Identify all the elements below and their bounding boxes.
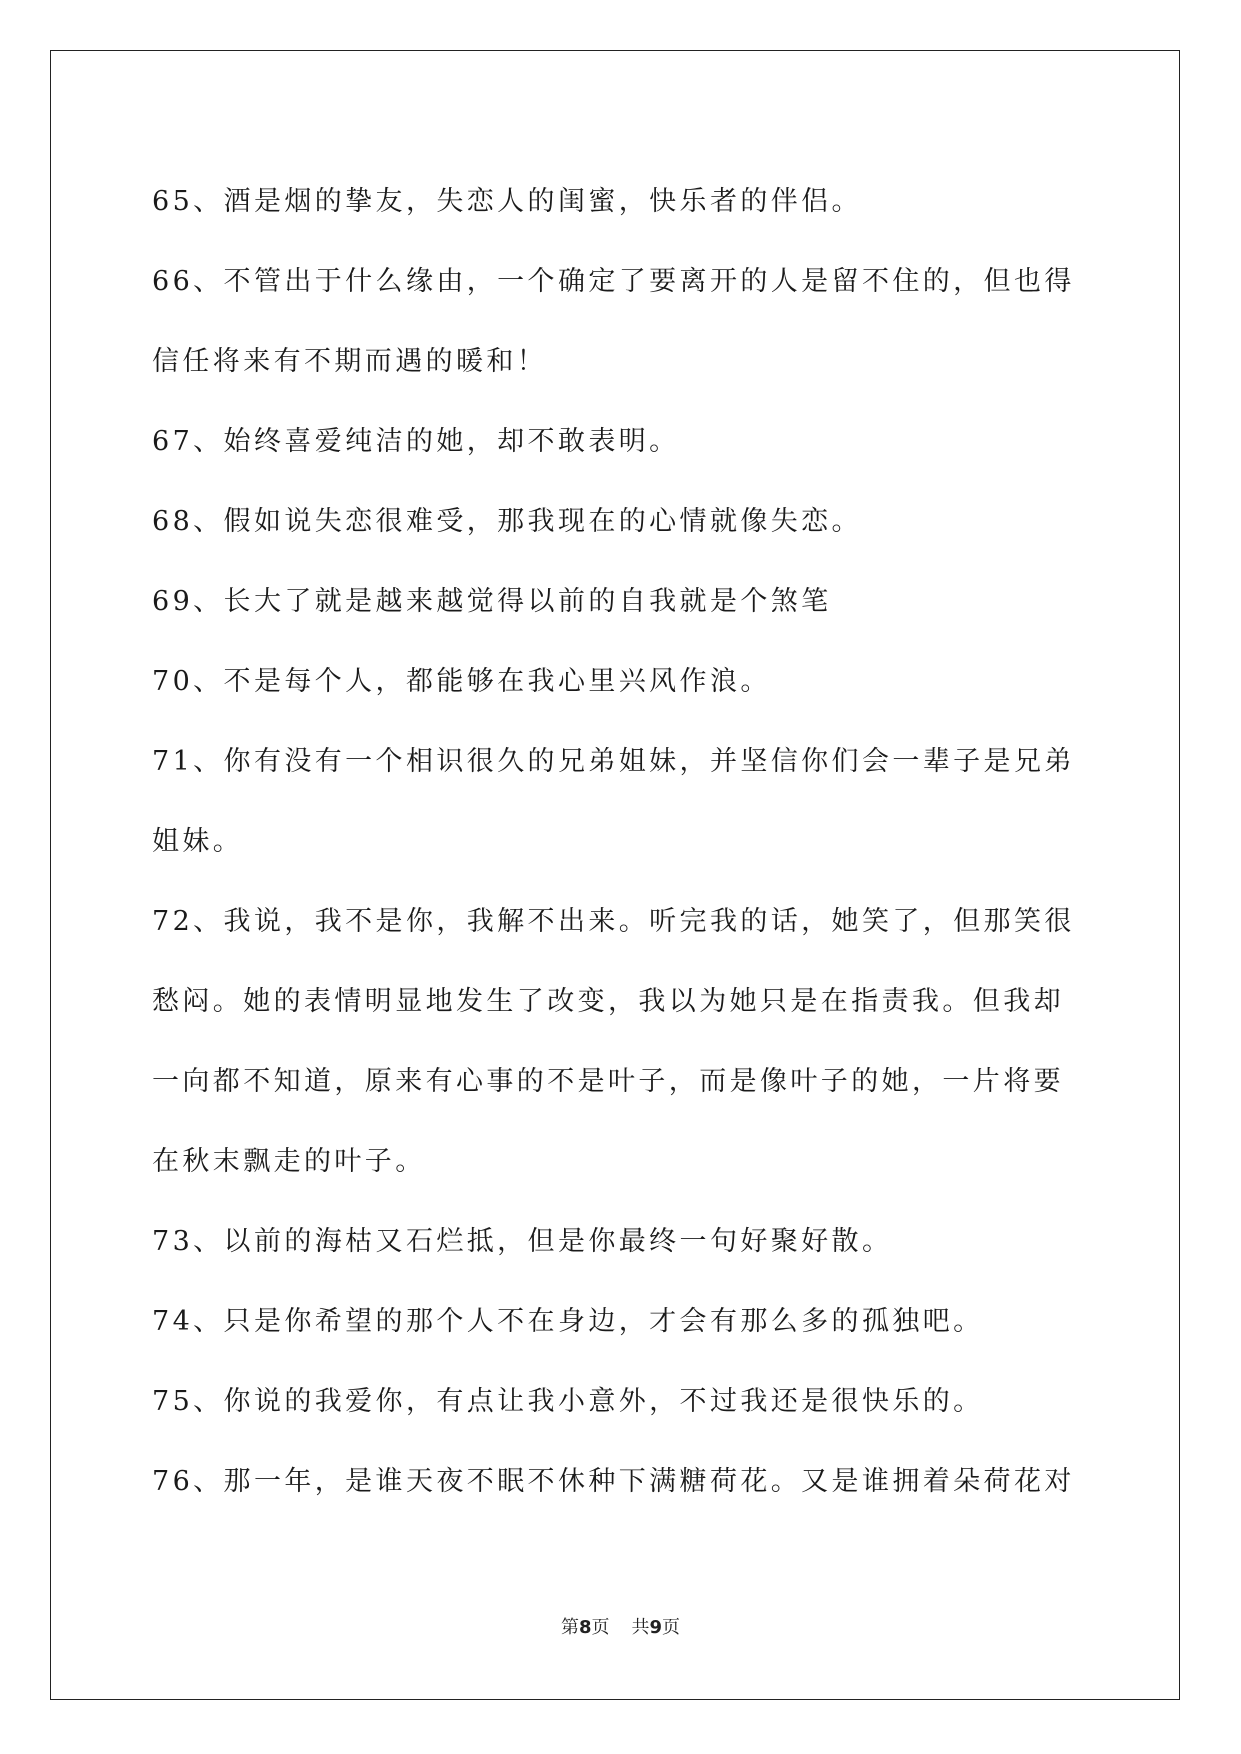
paragraph-67 [152,402,1092,482]
paragraph-75 [152,1362,1092,1442]
paragraph-66 [152,242,1092,402]
footer-prefix: 第 [560,1617,579,1638]
text-line: 一向都不知道，原来有心事的不是叶子，而是像叶子的她，一片将要 [152,1066,1064,1097]
document-body [152,162,1092,1522]
text-line: 74、只是你希望的那个人不在身边，才会有那么多的孤独吧。 [152,1306,984,1337]
text-line: 76、那一年，是谁天夜不眠不休种下满糖荷花。又是谁拥着朵荷花对 [152,1466,1075,1497]
text-line: 70、不是每个人，都能够在我心里兴风作浪。 [152,666,771,697]
paragraph-65 [152,162,1092,242]
text-line: 71、你有没有一个相识很久的兄弟姐妹，并坚信你们会一辈子是兄弟 [152,746,1075,777]
paragraph-68 [152,482,1092,562]
text-line: 65、酒是烟的挚友，失恋人的闺蜜，快乐者的伴侣。 [152,186,862,217]
text-line: 68、假如说失恋很难受，那我现在的心情就像失恋。 [152,506,862,537]
text-line: 72、我说，我不是你，我解不出来。听完我的话，她笑了，但那笑很 [152,906,1075,937]
text-line: 66、不管出于什么缘由，一个确定了要离开的人是留不住的，但也得 [152,266,1075,297]
paragraph-71 [152,722,1092,882]
footer-total-suffix: 页 [662,1617,681,1638]
text-line: 75、你说的我爱你，有点让我小意外，不过我还是很快乐的。 [152,1386,984,1417]
footer-page-word: 页 [591,1617,610,1638]
text-line: 姐妹。 [152,826,244,857]
page-footer [0,1613,1241,1639]
paragraph-74 [152,1282,1092,1362]
paragraph-73 [152,1202,1092,1282]
paragraph-70 [152,642,1092,722]
footer-total-prefix: 共 [631,1617,650,1638]
text-line: 73、以前的海枯又石烂抵，但是你最终一句好聚好散。 [152,1226,893,1257]
text-line: 69、长大了就是越来越觉得以前的自我就是个煞笔 [152,586,832,617]
text-line: 67、始终喜爱纯洁的她，却不敢表明。 [152,426,680,457]
text-line: 愁闷。她的表情明显地发生了改变，我以为她只是在指责我。但我却 [152,986,1064,1017]
current-page-number: 8 [578,1617,592,1638]
paragraph-76 [152,1442,1092,1522]
text-line: 信任将来有不期而遇的暖和！ [152,346,548,377]
paragraph-72 [152,882,1092,1202]
text-line: 在秋末飘走的叶子。 [152,1146,426,1177]
paragraph-69 [152,562,1092,642]
total-pages-number: 9 [649,1617,663,1638]
